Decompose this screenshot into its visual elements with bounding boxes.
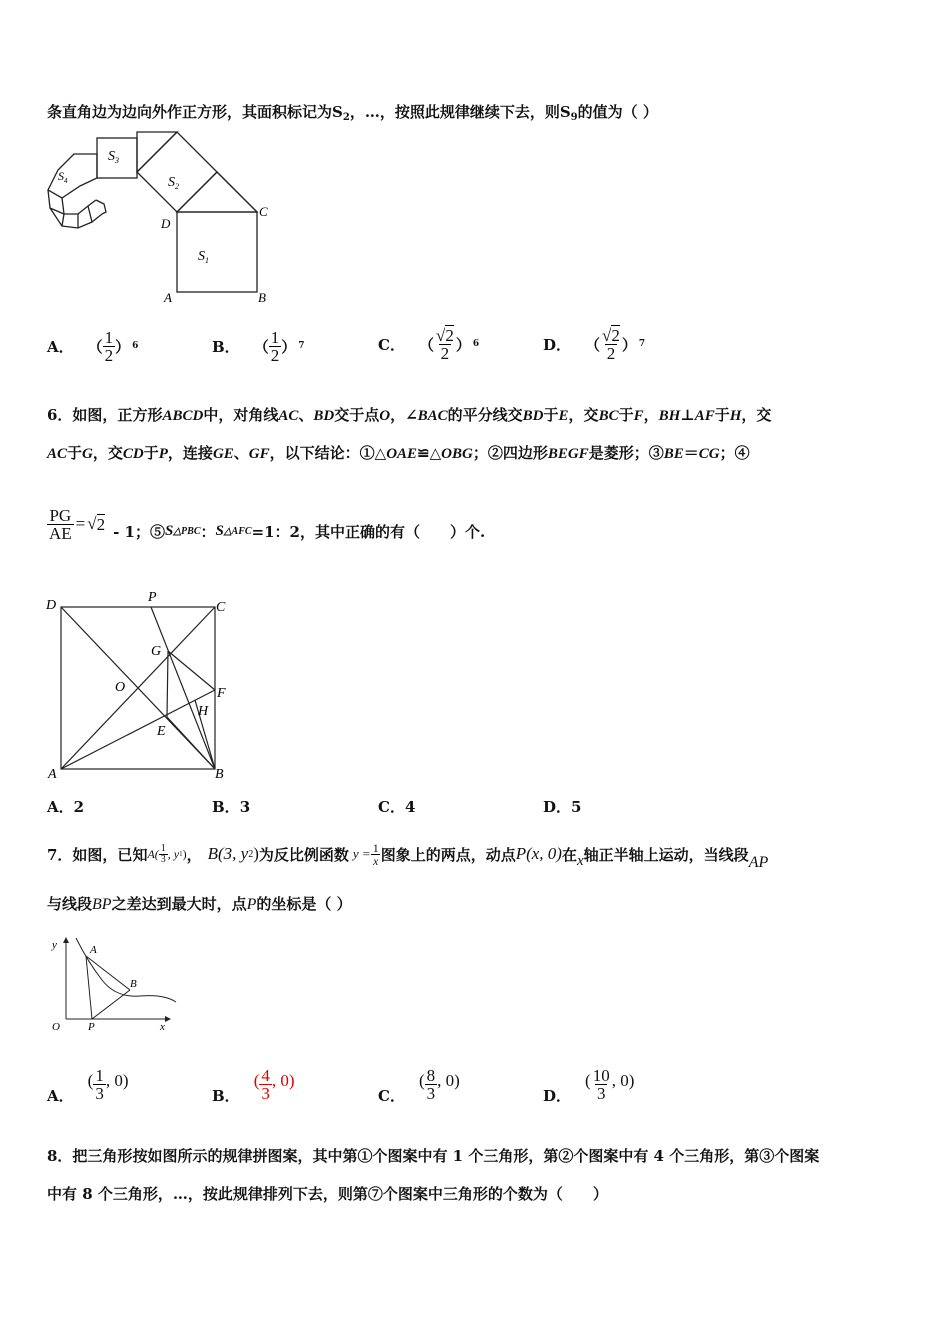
q7-option-b[interactable]: B． ( $\frac{4}{3}$ , 0) — [212, 1065, 295, 1105]
q7-option-d[interactable]: D． ( $\frac{10}{3}$ , 0) — [543, 1065, 635, 1105]
fig7-label-O: O — [52, 1021, 60, 1033]
fig6-label-C: C — [216, 600, 226, 615]
fig6-label-O: O — [115, 680, 126, 695]
fig5-label-S4: $S_4$ — [58, 169, 68, 185]
fig6-label-F: F — [217, 686, 226, 701]
q7-stem-line1: 7．如图，已知 A( $\frac{1}{3}$ , y 1 ) ， B(3, y 2 ) 为反比例函数 y = $\frac{1}{x}$ 图象上的两点，动点 P(x, 0) 在 x 轴正半轴上运动，当线段 AP — [47, 840, 769, 871]
q5-option-c[interactable]: C． （ $\frac{√2}{2}$ ） 6 — [378, 325, 480, 363]
fig5-label-S3: $S_3$ — [108, 149, 119, 165]
q5-option-d[interactable]: D． （ $\frac{√2}{2}$ ） 7 — [543, 325, 646, 363]
fig5-label-B: B — [258, 290, 266, 305]
q7-option-c[interactable]: C． ( $\frac{8}{3}$ , 0) — [378, 1065, 460, 1105]
q6-figure-square — [40, 585, 240, 785]
fig7-label-y: y — [52, 939, 57, 951]
fig5-label-A: A — [164, 290, 172, 305]
q5-option-b[interactable]: B． （ $\frac{1}{2}$ ） 7 — [212, 327, 305, 365]
fig6-label-B: B — [215, 767, 224, 782]
fig6-label-H: H — [198, 704, 209, 719]
q6-option-d[interactable]: D．5 — [543, 798, 582, 816]
q7-figure-graph — [40, 932, 190, 1037]
q6-stem-line2: AC于G，交CD于P，连接GE、GF，以下结论：①△OAE≌△OBG；②四边形BEGF是菱形；③BE＝CG；④ — [47, 444, 750, 462]
q5-figure-squares — [40, 130, 280, 310]
q7-stem-line2: 与线段BP之差达到最大时，点P的坐标是（ ） — [47, 895, 352, 913]
fig7-label-P: P — [88, 1021, 95, 1033]
q6-option-a[interactable]: A．2 — [47, 798, 85, 816]
q5-stem-line: 条直角边为边向外作正方形，其面积标记为$S_2$，…，按照此规律继续下去，则$S_9$的值为（ ） — [47, 103, 658, 123]
q6-stem-line3: $\frac{PG}{AE}$ = √ 2 - 1；⑤ S △PBC ： S △AFC =1：2，其中正确的有（ ）个. — [49, 505, 486, 543]
q6-option-c[interactable]: C．4 — [378, 798, 416, 816]
fig5-label-C: C — [259, 204, 268, 219]
q7-option-a[interactable]: A． ( $\frac{1}{3}$ , 0) — [47, 1065, 129, 1105]
q8-stem-line1: 8．把三角形按如图所示的规律拼图案，其中第①个图案中有 1 个三角形，第②个图案中有 4 个三角形，第③个图案 — [47, 1147, 820, 1165]
fig6-label-A: A — [48, 767, 57, 782]
fig6-label-E: E — [157, 724, 166, 739]
fig6-label-G: G — [151, 644, 162, 659]
fig7-label-A: A — [90, 944, 97, 956]
fig5-label-D: D — [161, 216, 171, 231]
fig7-label-B: B — [130, 978, 137, 990]
fig6-label-D: D — [46, 598, 57, 613]
q6-option-b[interactable]: B．3 — [212, 798, 251, 816]
q6-stem-line1: 6．如图，正方形ABCD中，对角线AC、BD交于点O，∠BAC的平分线交BD于E，交BC于F，BH⊥AF于H，交 — [47, 406, 772, 424]
fig5-label-S1: $S_1$ — [198, 249, 209, 265]
fig6-label-P: P — [148, 590, 157, 605]
fig7-label-x: x — [160, 1021, 165, 1033]
q8-stem-line2: 中有 8 个三角形，…，按此规律排列下去，则第⑦个图案中三角形的个数为（ ） — [47, 1185, 608, 1203]
q5-option-a[interactable]: A． （ $\frac{1}{2}$ ） 6 — [47, 327, 139, 365]
fig5-label-S2: $S_2$ — [168, 175, 179, 191]
